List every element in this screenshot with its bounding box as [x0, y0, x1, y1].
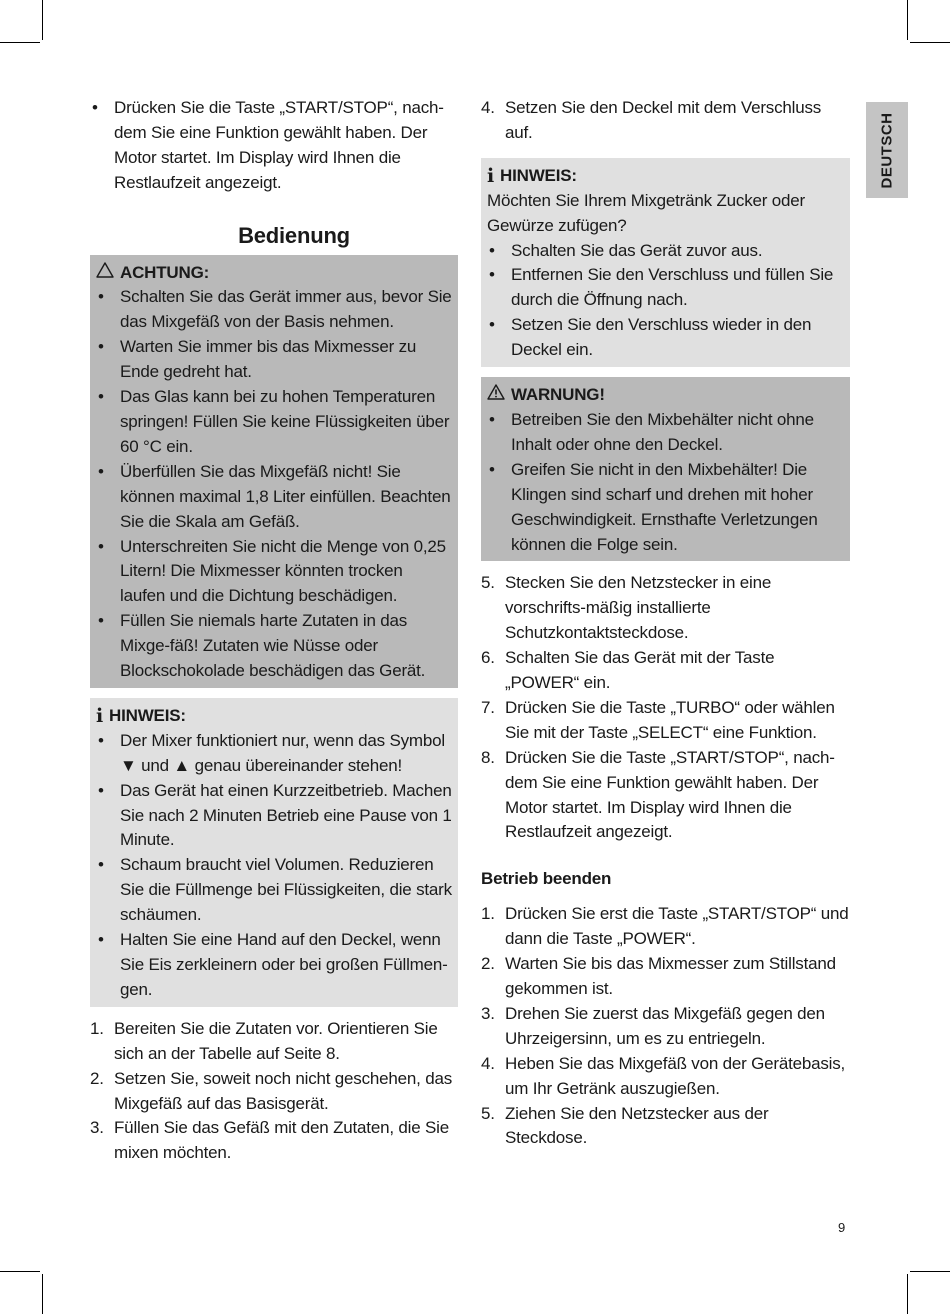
hinweis-box [90, 698, 458, 1007]
hinweis-list [96, 729, 452, 1003]
info-icon: i [96, 704, 104, 727]
list-item [481, 696, 850, 746]
list-item: • Greifen Sie nicht in den Mixbehälter! Die Klingen sind scharf und drehen mit hoher Geschwindigkeit. Ernsthafte Verletzungen können die Folge sein. [487, 458, 844, 558]
list-item [481, 646, 850, 696]
subheading: Betrieb beenden [481, 869, 612, 889]
warnung-box [481, 377, 850, 561]
warnung-list [487, 408, 844, 557]
step-number: 2. [90, 1068, 104, 1088]
right-column [481, 96, 850, 1151]
list-item [90, 1116, 458, 1166]
crop-mark [0, 42, 40, 43]
step-text: Ziehen Sie den Netzstecker aus der Steckdose. [505, 1103, 769, 1148]
crop-mark [42, 1274, 43, 1314]
step-text: Drücken Sie erst die Taste „START/STOP“ und dann die Taste „POWER“. [505, 904, 849, 949]
achtung-title [96, 261, 452, 286]
list-item: • Überfüllen Sie das Mixgefäß nicht! Sie können maximal 1,8 Liter einfüllen. Beachten Sie die Skala am Gefäß. [96, 460, 452, 535]
list-item: • Der Mixer funktioniert nur, wenn das Symbol ▼ und ▲ genau übereinander stehen! [96, 729, 452, 779]
step-text: Schalten Sie das Gerät mit der Taste „POWER“ ein. [505, 648, 775, 693]
steps-list [481, 571, 850, 845]
hinweis-box [481, 158, 850, 367]
language-tab-label: DEUTSCH [878, 111, 896, 189]
list-item [481, 952, 850, 1002]
step-text: Füllen Sie das Gefäß mit den Zutaten, die Sie mixen möchten. [114, 1118, 449, 1163]
step-text: Bereiten Sie die Zutaten vor. Orientieren Sie sich an der Tabelle auf Seite 8. [114, 1018, 438, 1063]
step-number: 3. [90, 1118, 104, 1138]
hinweis-title [96, 704, 452, 729]
list-item [481, 96, 850, 146]
step-text: Warten Sie bis das Mixmesser zum Stillstand gekommen ist. [505, 954, 836, 998]
step-number: 1. [481, 904, 495, 924]
step-number: 2. [481, 954, 495, 974]
crop-mark [907, 1274, 908, 1314]
list-item: • Schaum braucht viel Volumen. Reduzieren Sie die Füllmenge bei Flüssigkeiten, die stark schäumen. [96, 853, 452, 928]
step-number: 8. [481, 747, 495, 767]
list-item: • Schalten Sie das Gerät immer aus, bevor Sie das Mixgefäß von der Basis nehmen. [96, 285, 452, 335]
crop-mark [42, 0, 43, 40]
list-item: • Das Glas kann bei zu hohen Temperaturen springen! Füllen Sie keine Flüssigkeiten über 60 °C ein. [96, 385, 452, 460]
hinweis-title-text: HINWEIS: [109, 705, 186, 725]
crop-mark [907, 0, 908, 40]
hinweis-title [487, 164, 844, 189]
warnung-title-text: WARNUNG! [511, 385, 605, 405]
list-item [481, 1102, 850, 1152]
list-item: • Schalten Sie das Gerät zuvor aus. [487, 239, 844, 264]
list-item: • Unterschreiten Sie nicht die Menge von 0,25 Litern! Die Mixmesser könnten trocken laufen und die Dichtung beschädigen. [96, 535, 452, 610]
list-item: • Halten Sie eine Hand auf den Deckel, wenn Sie Eis zerkleinern oder bei großen Füllmen-gen. [96, 928, 452, 1003]
page-number: 9 [838, 1220, 846, 1235]
warning-triangle-outline-icon [96, 261, 114, 286]
list-item: • Setzen Sie den Verschluss wieder in den Deckel ein. [487, 313, 844, 363]
hinweis-title-text: HINWEIS: [500, 165, 577, 185]
hinweis-intro: Möchten Sie Ihrem Mixgetränk Zucker oder Gewürze zufügen? [487, 190, 805, 235]
achtung-title-text: ACHTUNG: [120, 262, 210, 282]
step-number: 4. [481, 98, 495, 117]
list-item: • Füllen Sie niemals harte Zutaten in das Mixge-fäß! Zutaten wie Nüsse oder Blockschokolade beschädigen das Gerät. [96, 609, 452, 684]
warning-triangle-exclamation-icon [487, 383, 505, 408]
list-item [481, 1052, 850, 1102]
list-item [481, 902, 850, 952]
step-text: Drücken Sie die Taste „TURBO“ oder wählen Sie mit der Taste „SELECT“ eine Funktion. [505, 697, 835, 742]
section-title: Bedienung [238, 222, 350, 248]
left-column [90, 96, 458, 1166]
list-item: • Das Gerät hat einen Kurzzeitbetrieb. Machen Sie nach 2 Minuten Betrieb eine Pause von 1 Minute. [96, 779, 452, 854]
hinweis-list [487, 239, 844, 364]
achtung-box [90, 255, 458, 688]
list-item [90, 1017, 458, 1067]
list-item: • Betreiben Sie den Mixbehälter nicht ohne Inhalt oder ohne den Deckel. [487, 408, 844, 458]
step-number: 4. [481, 1053, 495, 1073]
list-item [90, 1067, 458, 1117]
crop-mark [0, 1271, 40, 1272]
step-text: Setzen Sie den Deckel mit dem Verschluss auf. [505, 98, 822, 142]
step-text: Stecken Sie den Netzstecker in eine vorschrifts-mäßig installierte Schutzkontaktsteckdose. [505, 573, 772, 643]
step-number: 7. [481, 697, 495, 717]
list-item [481, 1002, 850, 1052]
step-text: Heben Sie das Mixgefäß von der Gerätebasis, um Ihr Getränk auszugießen. [505, 1053, 846, 1098]
list-item [481, 746, 850, 846]
step-number: 5. [481, 573, 495, 593]
step-number: 5. [481, 1103, 495, 1123]
step-text: Drücken Sie die Taste „START/STOP“, nach-dem Sie eine Funktion gewählt haben. Der Motor startet. Im Display wird Ihnen die Restlaufzeit angezeigt. [505, 747, 835, 842]
crop-mark [910, 1271, 950, 1272]
steps-list [481, 96, 850, 146]
intro-bullet-list [90, 96, 458, 196]
list-item [481, 571, 850, 646]
list-item: • Entfernen Sie den Verschluss und füllen Sie durch die Öffnung nach. [487, 263, 844, 313]
step-number: 3. [481, 1003, 495, 1023]
info-icon: i [487, 164, 495, 187]
list-item: • Warten Sie immer bis das Mixmesser zu Ende gedreht hat. [96, 335, 452, 385]
list-item: • Drücken Sie die Taste „START/STOP“, nach-dem Sie eine Funktion gewählt haben. Der Motor startet. Im Display wird Ihnen die Restlaufzeit angezeigt. [90, 96, 458, 196]
achtung-list [96, 285, 452, 684]
warnung-title [487, 383, 844, 408]
step-text: Drehen Sie zuerst das Mixgefäß gegen den Uhrzeigersinn, um es zu entriegeln. [505, 1003, 825, 1048]
language-tab [866, 102, 908, 198]
crop-mark [910, 42, 950, 43]
steps-list [481, 902, 850, 1151]
steps-list [90, 1017, 458, 1166]
step-text: Setzen Sie, soweit noch nicht geschehen, das Mixgefäß auf das Basisgerät. [114, 1068, 453, 1113]
step-number: 6. [481, 648, 495, 668]
step-number: 1. [90, 1018, 104, 1038]
